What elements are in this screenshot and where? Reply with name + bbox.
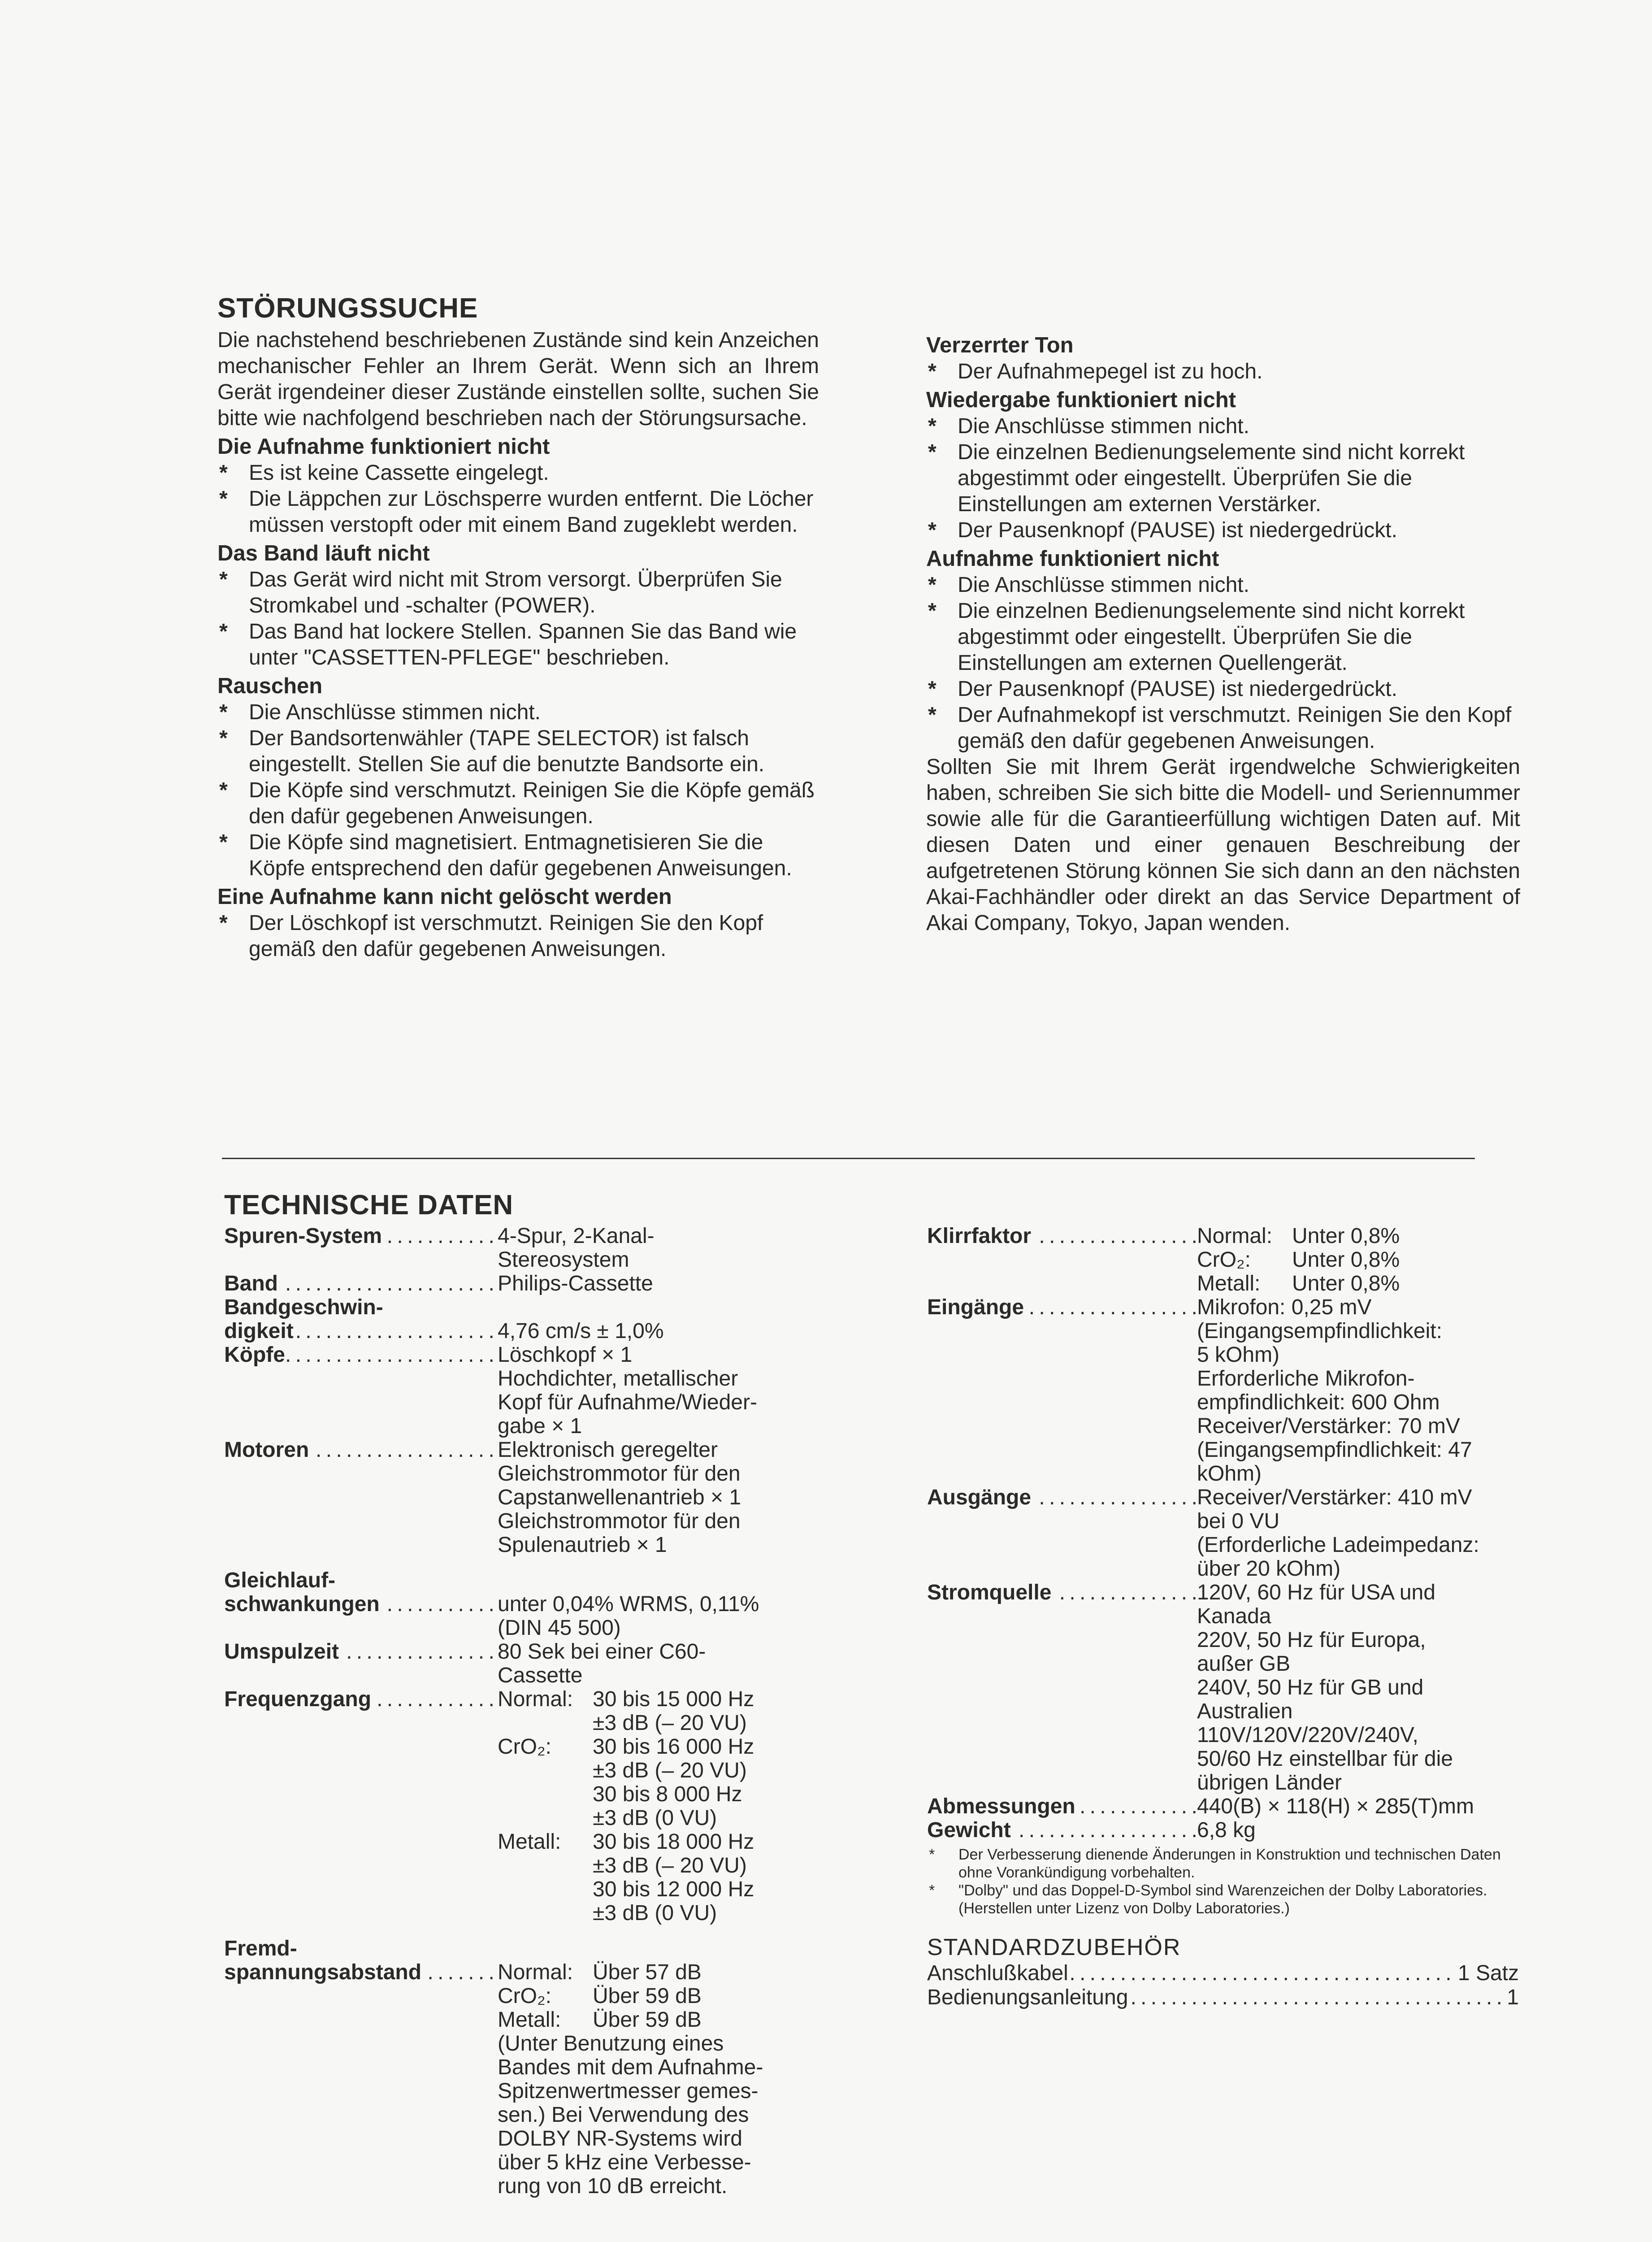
spec-label: Band <box>224 1272 280 1295</box>
spec-value: 6,8 kg <box>1197 1818 1256 1842</box>
spec-value: 5 kOhm) <box>1197 1343 1280 1367</box>
section-heading: Wiedergabe funktioniert nicht <box>926 388 1236 412</box>
list-item: * Die Anschlüsse stimmen nicht. <box>217 700 819 726</box>
spec-value: 110V/120V/220V/240V, <box>1197 1723 1418 1747</box>
spec-value: über 20 kOhm) <box>1197 1557 1341 1581</box>
spec-label: Umspulzeit <box>224 1640 341 1664</box>
tape-type-key: CrO₂: <box>498 1984 551 2008</box>
list-item: * Der Aufnahmekopf ist verschmutzt. Reinigen Sie den Kopf gemäß den dafür gegebenen Anweisungen. <box>926 702 1520 754</box>
spec-label: Eingänge <box>927 1295 1026 1319</box>
spec-value: Unter 0,8% <box>1292 1224 1400 1248</box>
section-heading: Das Band läuft nicht <box>217 541 430 565</box>
spec-row-speed-label <box>224 1295 843 1319</box>
spec-value: außer GB <box>1197 1652 1291 1676</box>
spec-value: Philips-Cassette <box>498 1272 653 1295</box>
accessories-title: STANDARDZUBEHÖR <box>927 1934 1181 1960</box>
spec-value: 30 bis 16 000 Hz <box>593 1735 754 1759</box>
spec-value: Über 59 dB <box>593 2008 702 2032</box>
tape-type-key: Normal: <box>498 1960 573 1984</box>
specs-right-column <box>927 1224 1519 2010</box>
spec-label: Motoren <box>224 1438 311 1462</box>
accessory-qty: 1 <box>1507 1986 1519 2009</box>
spec-label: Frequenzgang <box>224 1687 373 1711</box>
bullet-list <box>926 572 1520 754</box>
spec-label: Stromquelle <box>927 1581 1053 1604</box>
troubleshooting-intro: Die nachstehend beschriebenen Zustände sind kein Anzeichen mechanischer Fehler an Ihrem Gerät. Wenn sich an Ihrem Gerät irgendeiner dieser Zustände einstellen sollte, suchen Sie bitte wie nachfolgend beschrieben nach der Störungsursache. <box>217 328 819 430</box>
footnote: * Der Verbesserung dienende Änderungen in Konstruktion und technischen Daten ohne Vorankündigung vorbehalten. <box>929 1846 1501 1881</box>
spec-label: Fremd- <box>224 1937 299 1960</box>
section-heading: Aufnahme funktioniert nicht <box>926 547 1219 571</box>
spec-value: (DIN 45 500) <box>498 1616 621 1640</box>
tape-type-key: CrO₂: <box>498 1735 551 1759</box>
section-divider <box>222 1158 1475 1159</box>
section-heading: Die Aufnahme funktioniert nicht <box>217 434 550 459</box>
troubleshooting-closing: Sollten Sie mit Ihrem Gerät irgendwelche Schwierigkeiten haben, schreiben Sie sich bitte die Modell- und Seriennummer sowie alle für die Garantieerfüllung wichtigen Daten auf. Mit diesen Daten und einer genauen Beschreibung der aufgetretenen Störung können Sie sich dann an den nächsten Akai-Fachhändler oder direkt an das Service Department of Akai Company, Tokyo, Japan wenden. <box>926 755 1520 935</box>
tape-type-key: Metall: <box>1197 1272 1261 1295</box>
spec-row-frequency <box>224 1687 843 1925</box>
specs-title: TECHNISCHE DATEN <box>224 1190 514 1221</box>
spec-row-inputs <box>927 1295 1519 1486</box>
spec-value: 30 bis 12 000 Hz <box>593 1877 754 1901</box>
spec-value: gabe × 1 <box>498 1414 582 1438</box>
spec-row-outputs <box>927 1486 1519 1581</box>
spec-note: sen.) Bei Verwendung des <box>498 2103 749 2127</box>
spec-value: unter 0,04% WRMS, 0,11% <box>498 1592 759 1616</box>
spec-row-heads <box>224 1343 843 1438</box>
spec-row-snr <box>224 1960 843 2198</box>
footnote-text: Der Verbesserung dienende Änderungen in Konstruktion und technischen Daten ohne Vorankündigung vorbehalten. <box>958 1846 1501 1881</box>
tape-type-key: Normal: <box>1197 1224 1273 1248</box>
spec-value: Spulenautrieb × 1 <box>498 1533 667 1557</box>
spec-value: ±3 dB (0 VU) <box>593 1806 717 1830</box>
accessory-label: Anschlußkabel <box>927 1961 1070 1985</box>
spec-row-power <box>927 1581 1519 1794</box>
spec-value: Gleichstrommotor für den <box>498 1462 741 1486</box>
list-item: * Die einzelnen Bedienungselemente sind nicht korrekt abgestimmt oder eingestellt. Überprüfen Sie die Einstellungen am externen Verstärker. <box>926 439 1520 517</box>
list-item: * Es ist keine Cassette eingelegt. <box>217 460 819 486</box>
spec-value: 240V, 50 Hz für GB und <box>1197 1676 1424 1699</box>
spec-value: (Erforderliche Ladeimpedanz: <box>1197 1533 1479 1557</box>
tape-type-key: Metall: <box>498 1830 561 1854</box>
accessory-row <box>927 1986 1519 2010</box>
spec-value: übrigen Länder <box>1197 1771 1342 1794</box>
spec-label: spannungsabstand <box>224 1960 423 1984</box>
spec-row-motors <box>224 1438 843 1557</box>
footnote: * "Dolby" und das Doppel-D-Symbol sind Warenzeichen der Dolby Laboratories. <box>929 1882 1487 1899</box>
spec-label: Gewicht <box>927 1818 1013 1842</box>
accessory-qty: 1 Satz <box>1457 1961 1519 1985</box>
spec-value: 50/60 Hz einstellbar für die <box>1197 1747 1453 1771</box>
spec-value: Stereosystem <box>498 1248 629 1272</box>
spec-label: Klirrfaktor <box>927 1224 1033 1248</box>
spec-value: (Eingangsempfindlichkeit: 47 <box>1197 1438 1472 1462</box>
list-item: * Das Gerät wird nicht mit Strom versorgt. Überprüfen Sie Stromkabel und -schalter (POWER). <box>217 567 819 619</box>
spec-value: Australien <box>1197 1699 1293 1723</box>
bullet-list <box>217 910 819 962</box>
list-item: * Die Anschlüsse stimmen nicht. <box>926 572 1520 598</box>
spec-value: ±3 dB (– 20 VU) <box>593 1854 747 1877</box>
troubleshooting-left-column <box>217 291 819 962</box>
spec-value: Gleichstrommotor für den <box>498 1509 741 1533</box>
spec-value: 4,76 cm/s ± 1,0% <box>498 1319 664 1343</box>
spec-value: (Eingangsempfindlichkeit: <box>1197 1319 1442 1343</box>
spec-value: Unter 0,8% <box>1292 1248 1400 1272</box>
tape-type-key: Metall: <box>498 2008 561 2032</box>
spec-value: Erforderliche Mikrofon- <box>1197 1367 1415 1390</box>
list-item: * Die Köpfe sind verschmutzt. Reinigen Sie die Köpfe gemäß den dafür gegebenen Anweisungen. <box>217 778 819 830</box>
troubleshooting-right-column <box>926 330 1520 936</box>
spec-value: Kopf für Aufnahme/Wieder- <box>498 1390 757 1414</box>
spec-row-rewind <box>224 1640 843 1687</box>
spec-value: ±3 dB (– 20 VU) <box>593 1711 747 1735</box>
section-heading: Verzerrter Ton <box>926 333 1074 357</box>
spec-value: ±3 dB (0 VU) <box>593 1901 717 1925</box>
spec-value: Kanada <box>1197 1604 1271 1628</box>
spec-note: rung von 10 dB erreicht. <box>498 2174 728 2198</box>
list-item: * Der Aufnahmepegel ist zu hoch. <box>926 359 1520 385</box>
spec-value: Löschkopf × 1 <box>498 1343 633 1367</box>
tape-type-key: Normal: <box>498 1687 573 1711</box>
spec-note: (Unter Benutzung eines <box>498 2032 724 2055</box>
spec-row-wow-label <box>224 1569 843 1592</box>
spec-label: Ausgänge <box>927 1486 1033 1509</box>
spec-note: über 5 kHz eine Verbesse- <box>498 2151 751 2174</box>
list-item: * Die Köpfe sind magnetisiert. Entmagnetisieren Sie die Köpfe entsprechend den dafür gegebenen Anweisungen. <box>217 830 819 882</box>
spec-value: 30 bis 18 000 Hz <box>593 1830 754 1854</box>
spec-value: Capstanwellenantrieb × 1 <box>498 1486 741 1509</box>
spec-value: Mikrofon: 0,25 mV <box>1197 1295 1372 1319</box>
specs-left-column <box>224 1188 843 2198</box>
bullet-list <box>217 567 819 671</box>
spec-row-thd <box>927 1224 1519 1295</box>
accessory-label: Bedienungsanleitung <box>927 1986 1130 2009</box>
list-item: * Der Bandsortenwähler (TAPE SELECTOR) ist falsch eingestellt. Stellen Sie auf die benutzte Bandsorte ein. <box>217 726 819 778</box>
spec-value: Über 59 dB <box>593 1984 702 2008</box>
spec-note: Bandes mit dem Aufnahme- <box>498 2055 763 2079</box>
spec-row-wow <box>224 1592 843 1640</box>
spec-label: Gleichlauf- <box>224 1569 337 1592</box>
list-item: * Der Löschkopf ist verschmutzt. Reinigen Sie den Kopf gemäß den dafür gegebenen Anweisungen. <box>217 910 819 962</box>
spec-value: Hochdichter, metallischer <box>498 1367 738 1390</box>
list-item: * Die einzelnen Bedienungselemente sind nicht korrekt abgestimmt oder eingestellt. Überprüfen Sie die Einstellungen am externen Quellengerät. <box>926 598 1520 676</box>
spec-label: Spuren-System <box>224 1224 384 1248</box>
spec-value: empfindlichkeit: 600 Ohm <box>1197 1390 1440 1414</box>
tape-type-key: CrO₂: <box>1197 1248 1251 1272</box>
list-item: * Der Pausenknopf (PAUSE) ist niedergedrückt. <box>926 676 1520 702</box>
spec-label: Köpfe <box>224 1343 287 1367</box>
spec-note: Spitzenwertmesser gemes- <box>498 2079 759 2103</box>
troubleshooting-title: STÖRUNGSSUCHE <box>217 293 478 324</box>
spec-value: 30 bis 15 000 Hz <box>593 1687 754 1711</box>
spec-label: Abmessungen <box>927 1794 1077 1818</box>
spec-value: Elektronisch geregelter <box>498 1438 718 1462</box>
list-item: * Das Band hat lockere Stellen. Spannen Sie das Band wie unter "CASSETTEN-PFLEGE" beschrieben. <box>217 619 819 671</box>
spec-value: 30 bis 8 000 Hz <box>593 1782 742 1806</box>
list-item: * Die Anschlüsse stimmen nicht. <box>926 413 1520 439</box>
bullet-list <box>217 460 819 538</box>
section-heading: Rauschen <box>217 674 323 698</box>
spec-value: 120V, 60 Hz für USA und <box>1197 1581 1435 1604</box>
spec-row-dimensions <box>927 1794 1519 1818</box>
list-item: * Der Pausenknopf (PAUSE) ist niedergedrückt. <box>926 517 1520 543</box>
spec-row-speed <box>224 1319 843 1343</box>
spec-value: 440(B) × 118(H) × 285(T)mm <box>1197 1794 1474 1818</box>
spec-label: Bandgeschwin- <box>224 1295 385 1319</box>
section-heading: Eine Aufnahme kann nicht gelöscht werden <box>217 885 672 909</box>
spec-value: 80 Sek bei einer C60- <box>498 1640 706 1664</box>
spec-row-tape <box>224 1272 843 1295</box>
spec-value: ±3 dB (– 20 VU) <box>593 1759 747 1782</box>
spec-value: bei 0 VU <box>1197 1509 1280 1533</box>
bullet-list <box>217 700 819 882</box>
spec-value: Unter 0,8% <box>1292 1272 1400 1295</box>
spec-value: Receiver/Verstärker: 70 mV <box>1197 1414 1460 1438</box>
spec-value: Receiver/Verstärker: 410 mV <box>1197 1486 1472 1509</box>
bullet-list <box>926 413 1520 543</box>
spec-label: schwankungen <box>224 1592 382 1616</box>
spec-note: DOLBY NR-Systems wird <box>498 2127 742 2151</box>
footnote-text: "Dolby" und das Doppel-D-Symbol sind Warenzeichen der Dolby Laboratories. <box>958 1882 1487 1899</box>
footnote <box>927 1899 1519 1917</box>
spec-label: digkeit <box>224 1319 295 1343</box>
spec-row-snr-label <box>224 1937 843 1960</box>
bullet-list <box>926 359 1520 385</box>
spec-row-tracks <box>224 1224 843 1272</box>
accessory-row <box>927 1961 1519 1986</box>
spec-value: 4-Spur, 2-Kanal- <box>498 1224 655 1248</box>
spec-row-weight <box>927 1818 1519 1842</box>
list-item: * Die Läppchen zur Löschsperre wurden entfernt. Die Löcher müssen verstopft oder mit einem Band zugeklebt werden. <box>217 486 819 538</box>
spec-value: Cassette <box>498 1664 583 1687</box>
spec-value: kOhm) <box>1197 1462 1262 1486</box>
spec-value: Über 57 dB <box>593 1960 702 1984</box>
footnote-text: (Herstellen unter Lizenz von Dolby Laboratories.) <box>958 1900 1290 1917</box>
spec-value: 220V, 50 Hz für Europa, <box>1197 1628 1426 1652</box>
